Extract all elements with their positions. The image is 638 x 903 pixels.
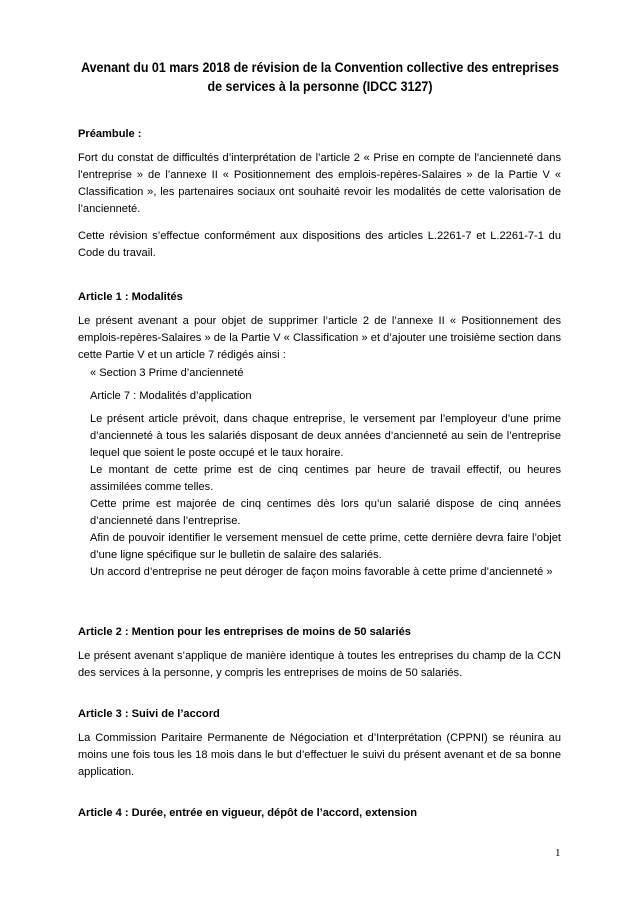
article-7-paragraph-3: Cette prime est majorée de cinq centimes dès lors qu’un salarié dispose de cinq années d’ancienneté dans l’entreprise. xyxy=(90,498,561,527)
preamble-paragraph-2: Cette révision s’effectue conformément aux dispositions des articles L.2261-7 et L.2261-7-1 du Code du travail. xyxy=(78,230,561,259)
article-1-intro: Le présent avenant a pour objet de supprimer l’article 2 de l’annexe II « Positionnement des emplois-repères-Salaires » de la Partie V « Classification » et d’ajouter une troisième section dans cette Partie V et un article 7 rédigés ainsi : xyxy=(78,315,561,361)
article-7-paragraph-1: Le présent article prévoit, dans chaque entreprise, le versement par l’employeur d’une prime d’ancienneté à tous les salariés disposant de deux années d’ancienneté au sein de l’entreprise lequel que soient le poste occupé et le taux horaire. xyxy=(90,413,561,459)
page-number: 1 xyxy=(555,847,561,859)
article-3-text: La Commission Paritaire Permanente de Négociation et d’Interprétation (CPPNI) se réunira au moins une fois tous les 18 mois dans le but d’effectuer le suivi du présent avenant et de sa bonne application. xyxy=(78,732,561,778)
title-line-1: Avenant du 01 mars 2018 de révision de la Convention collective des entreprises xyxy=(81,60,559,75)
article-3-heading: Article 3 : Suivi de l’accord xyxy=(78,708,220,720)
title-line-2: de services à la personne (IDCC 3127) xyxy=(207,79,433,94)
article-7-paragraph-4: Afin de pouvoir identifier le versement mensuel de cette prime, cette dernière devra faire l’objet d’une ligne spécifique sur le bulletin de salaire des salariés. xyxy=(90,532,561,561)
preamble-heading: Préambule : xyxy=(78,128,142,140)
article-7-paragraph-5: Un accord d’entreprise ne peut déroger de façon moins favorable à cette prime d’ancienneté » xyxy=(90,566,553,578)
article-4-heading: Article 4 : Durée, entrée en vigueur, dépôt de l’accord, extension xyxy=(78,807,418,819)
article-7-title: Article 7 : Modalités d’application xyxy=(90,390,252,402)
document-title xyxy=(78,58,562,96)
article-2-text: Le présent avenant s’applique de manière identique à toutes les entreprises du champ de la CCN des services à la personne, y compris les entreprises de moins de 50 salariés. xyxy=(78,650,561,679)
article-7-paragraph-2: Le montant de cette prime est de cinq centimes par heure de travail effectif, ou heures assimilées comme telles. xyxy=(90,464,561,493)
article-2-heading: Article 2 : Mention pour les entreprises de moins de 50 salariés xyxy=(78,626,411,638)
preamble-paragraph-1: Fort du constat de difficultés d’interprétation de l’article 2 « Prise en compte de l'ancienneté dans l'entreprise » de l’annexe II « Positionnement des emplois-repères-Salaires » de la Partie V « Classification », les partenaires sociaux ont souhaité revoir les modalités de cette valorisation de l’ancienneté. xyxy=(78,152,561,215)
article-1-heading: Article 1 : Modalités xyxy=(78,291,183,303)
section-3-line: « Section 3 Prime d’ancienneté xyxy=(90,367,244,379)
